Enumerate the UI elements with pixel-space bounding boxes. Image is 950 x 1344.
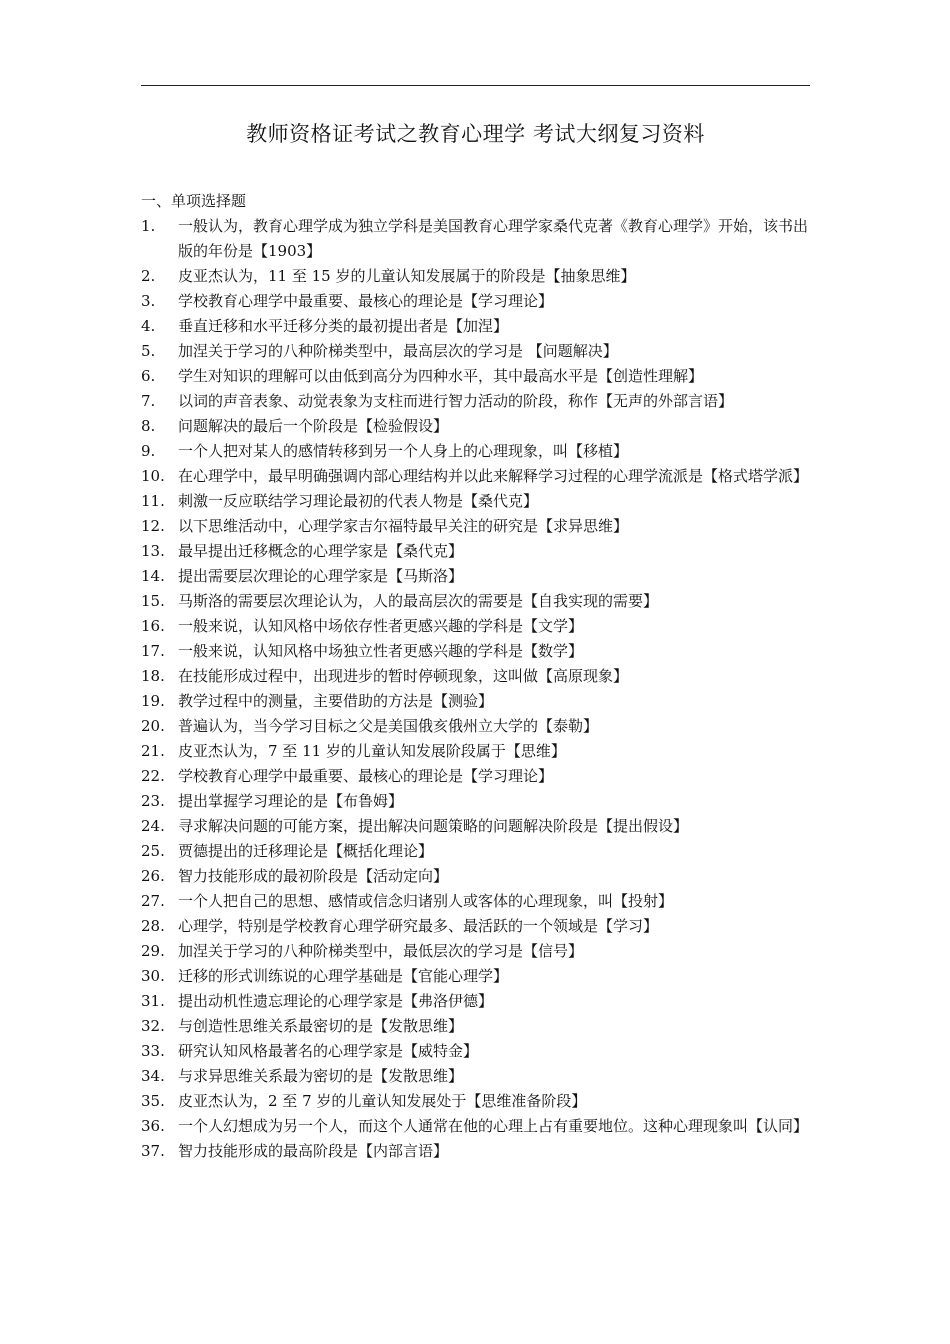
question-text: 在技能形成过程中，出现进步的暂时停顿现象，这叫做【高原现象】 bbox=[178, 667, 629, 685]
question-text: 最早提出迁移概念的心理学家是【桑代克】 bbox=[178, 542, 464, 560]
question-text: 寻求解决问题的可能方案，提出解决问题策略的问题解决阶段是【提出假设】 bbox=[178, 817, 689, 835]
question-item bbox=[141, 1014, 810, 1039]
question-number: 14. bbox=[141, 567, 165, 585]
question-text: 皮亚杰认为，11 至 15 岁的儿童认知发展属于的阶段是【抽象思维】 bbox=[178, 267, 636, 285]
question-number: 10. bbox=[141, 467, 165, 485]
question-item bbox=[141, 664, 810, 689]
question-number: 16. bbox=[141, 617, 165, 635]
question-text: 普遍认为，当今学习目标之父是美国俄亥俄州立大学的【泰勒】 bbox=[178, 717, 599, 735]
question-item bbox=[141, 889, 810, 914]
question-item bbox=[141, 839, 810, 864]
question-item bbox=[141, 864, 810, 889]
question-text: 学校教育心理学中最重要、最核心的理论是【学习理论】 bbox=[178, 292, 554, 310]
question-text: 与创造性思维关系最密切的是【发散思维】 bbox=[178, 1017, 464, 1035]
question-number: 6. bbox=[141, 367, 156, 385]
question-number: 26. bbox=[141, 867, 165, 885]
question-text: 学生对知识的理解可以由低到高分为四种水平，其中最高水平是【创造性理解】 bbox=[178, 367, 704, 385]
question-number: 13. bbox=[141, 542, 165, 560]
question-item bbox=[141, 814, 810, 839]
question-number: 1. bbox=[141, 217, 156, 235]
question-item bbox=[141, 214, 810, 264]
question-text: 智力技能形成的最初阶段是【活动定向】 bbox=[178, 867, 449, 885]
question-text: 贾德提出的迁移理论是【概括化理论】 bbox=[178, 842, 434, 860]
question-text: 研究认知风格最著名的心理学家是【威特金】 bbox=[178, 1042, 479, 1060]
question-number: 20. bbox=[141, 717, 165, 735]
question-item bbox=[141, 264, 810, 289]
question-number: 3. bbox=[141, 292, 156, 310]
question-item bbox=[141, 1139, 810, 1164]
question-item bbox=[141, 564, 810, 589]
question-number: 30. bbox=[141, 967, 165, 985]
question-number: 33. bbox=[141, 1042, 165, 1060]
question-number: 34. bbox=[141, 1067, 165, 1085]
question-text: 提出掌握学习理论的是【布鲁姆】 bbox=[178, 792, 404, 810]
question-number: 35. bbox=[141, 1092, 165, 1110]
question-item bbox=[141, 414, 810, 439]
question-number: 18. bbox=[141, 667, 165, 685]
question-text: 心理学，特别是学校教育心理学研究最多、最活跃的一个领域是【学习】 bbox=[178, 917, 659, 935]
question-text: 刺激一反应联结学习理论最初的代表人物是【桑代克】 bbox=[178, 492, 539, 510]
question-number: 7. bbox=[141, 392, 156, 410]
question-text: 一个人把自己的思想、感情或信念归诸别人或客体的心理现象，叫【投射】 bbox=[178, 892, 674, 910]
question-text: 一般认为，教育心理学成为独立学科是美国教育心理学家桑代克著《教育心理学》开始，该书出版的年份是【1903】 bbox=[178, 217, 809, 260]
question-text: 马斯洛的需要层次理论认为，人的最高层次的需要是【自我实现的需要】 bbox=[178, 592, 659, 610]
question-text: 一般来说，认知风格中场依存性者更感兴趣的学科是【文学】 bbox=[178, 617, 584, 635]
question-item bbox=[141, 314, 810, 339]
question-text: 皮亚杰认为，2 至 7 岁的儿童认知发展处于【思维准备阶段】 bbox=[178, 1092, 587, 1110]
question-item bbox=[141, 764, 810, 789]
question-item bbox=[141, 489, 810, 514]
question-item bbox=[141, 939, 810, 964]
question-item bbox=[141, 339, 810, 364]
question-item bbox=[141, 464, 810, 489]
question-number: 19. bbox=[141, 692, 165, 710]
question-item bbox=[141, 364, 810, 389]
question-text: 皮亚杰认为，7 至 11 岁的儿童认知发展阶段属于【思维】 bbox=[178, 742, 566, 760]
question-number: 36. bbox=[141, 1117, 165, 1135]
question-number: 24. bbox=[141, 817, 165, 835]
question-text: 智力技能形成的最高阶段是【内部言语】 bbox=[178, 1142, 449, 1160]
question-number: 28. bbox=[141, 917, 165, 935]
question-item bbox=[141, 539, 810, 564]
question-text: 问题解决的最后一个阶段是【检验假设】 bbox=[178, 417, 449, 435]
section-heading: 一、单项选择题 bbox=[141, 192, 247, 210]
question-text: 提出动机性遗忘理论的心理学家是【弗洛伊德】 bbox=[178, 992, 494, 1010]
question-number: 29. bbox=[141, 942, 165, 960]
question-number: 8. bbox=[141, 417, 156, 435]
question-item bbox=[141, 964, 810, 989]
question-text: 学校教育心理学中最重要、最核心的理论是【学习理论】 bbox=[178, 767, 554, 785]
question-item bbox=[141, 914, 810, 939]
question-number: 12. bbox=[141, 517, 165, 535]
question-item bbox=[141, 389, 810, 414]
question-number: 37. bbox=[141, 1142, 165, 1160]
question-item bbox=[141, 1089, 810, 1114]
question-item bbox=[141, 1064, 810, 1089]
question-text: 提出需要层次理论的心理学家是【马斯洛】 bbox=[178, 567, 464, 585]
question-text: 以下思维活动中，心理学家吉尔福特最早关注的研究是【求异思维】 bbox=[178, 517, 629, 535]
question-item bbox=[141, 789, 810, 814]
question-item bbox=[141, 289, 810, 314]
question-item bbox=[141, 689, 810, 714]
question-item bbox=[141, 439, 810, 464]
header-rule bbox=[141, 85, 810, 86]
question-text: 一个人把对某人的感情转移到另一个人身上的心理现象，叫【移植】 bbox=[178, 442, 629, 460]
question-item bbox=[141, 639, 810, 664]
question-item bbox=[141, 1114, 810, 1139]
question-text: 一般来说，认知风格中场独立性者更感兴趣的学科是【数学】 bbox=[178, 642, 584, 660]
question-list bbox=[141, 214, 810, 1164]
question-item bbox=[141, 714, 810, 739]
question-item bbox=[141, 514, 810, 539]
question-item bbox=[141, 614, 810, 639]
question-number: 15. bbox=[141, 592, 165, 610]
question-text: 以词的声音表象、动觉表象为支柱而进行智力活动的阶段，称作【无声的外部言语】 bbox=[178, 392, 734, 410]
question-text: 加涅关于学习的八种阶梯类型中，最高层次的学习是 【问题解决】 bbox=[178, 342, 618, 360]
question-number: 5. bbox=[141, 342, 156, 360]
question-item bbox=[141, 589, 810, 614]
question-item bbox=[141, 989, 810, 1014]
question-number: 25. bbox=[141, 842, 165, 860]
question-number: 4. bbox=[141, 317, 156, 335]
question-text: 垂直迁移和水平迁移分类的最初提出者是【加涅】 bbox=[178, 317, 509, 335]
question-number: 17. bbox=[141, 642, 165, 660]
question-number: 23. bbox=[141, 792, 165, 810]
question-number: 11. bbox=[141, 492, 165, 510]
question-number: 22. bbox=[141, 767, 165, 785]
question-text: 在心理学中，最早明确强调内部心理结构并以此来解释学习过程的心理学流派是【格式塔学派】 bbox=[178, 467, 809, 485]
question-item bbox=[141, 1039, 810, 1064]
question-text: 与求异思维关系最为密切的是【发散思维】 bbox=[178, 1067, 464, 1085]
question-text: 加涅关于学习的八种阶梯类型中，最低层次的学习是【信号】 bbox=[178, 942, 584, 960]
question-number: 31. bbox=[141, 992, 165, 1010]
question-number: 9. bbox=[141, 442, 156, 460]
question-text: 迁移的形式训练说的心理学基础是【官能心理学】 bbox=[178, 967, 509, 985]
question-item bbox=[141, 739, 810, 764]
question-text: 教学过程中的测量，主要借助的方法是【测验】 bbox=[178, 692, 494, 710]
question-text: 一个人幻想成为另一个人，而这个人通常在他的心理上占有重要地位。这种心理现象叫【认同】 bbox=[178, 1117, 809, 1135]
page-title: 教师资格证考试之教育心理学 考试大纲复习资料 bbox=[246, 122, 705, 146]
question-number: 21. bbox=[141, 742, 165, 760]
question-number: 27. bbox=[141, 892, 165, 910]
question-number: 2. bbox=[141, 267, 156, 285]
question-number: 32. bbox=[141, 1017, 165, 1035]
